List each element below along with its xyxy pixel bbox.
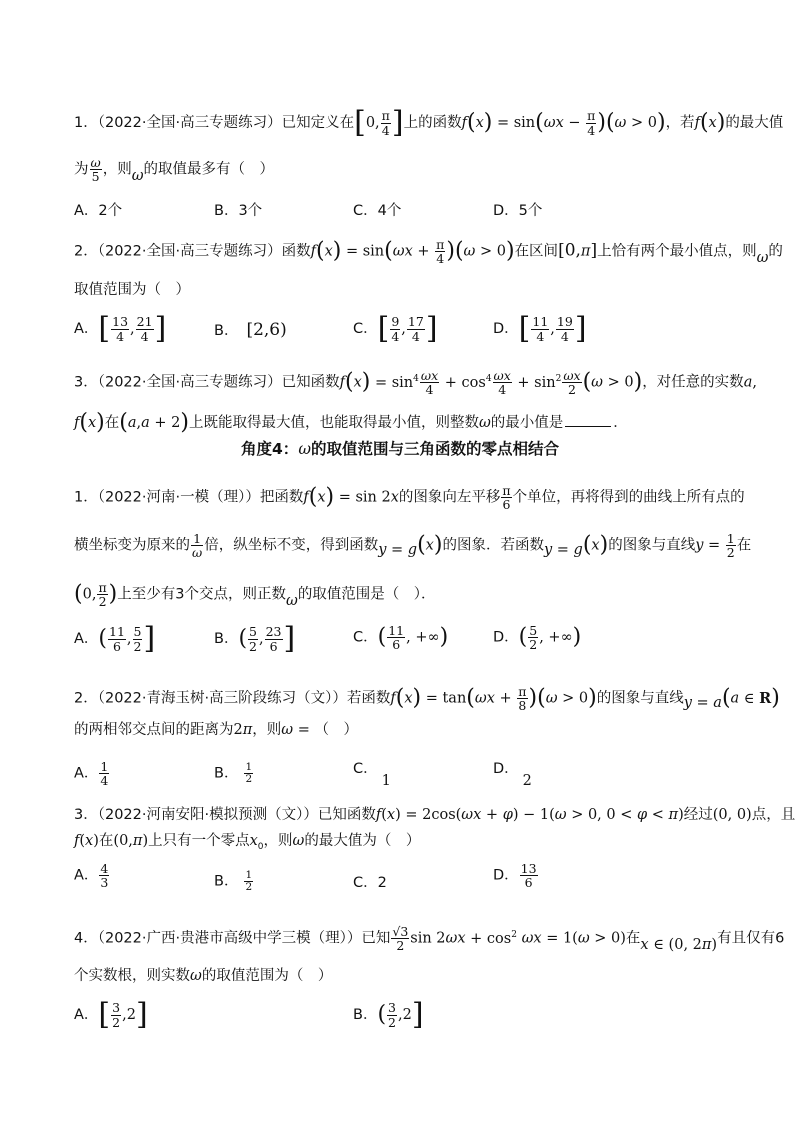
math-fraction: $\frac{\pi}{4}$ xyxy=(587,108,596,138)
question-source: （2022·河南安阳·模拟预测（文）） xyxy=(97,807,318,823)
question-text: 上既能取得最大值，也能取得最小值，则整数 xyxy=(188,415,479,431)
question-text: 的最大值为（ ） xyxy=(304,833,421,849)
question-text: 已知函数 xyxy=(281,374,340,391)
question-text: ． xyxy=(613,415,628,431)
option-c[interactable]: C．2 xyxy=(353,875,387,891)
option-a[interactable]: A．2个 xyxy=(74,203,123,219)
question-number: 2． xyxy=(74,243,98,260)
s2-question-3-line-2: f(x)在(0,π)上只有一个零点$x_0$，则ω的最大值为（ ） xyxy=(74,833,421,852)
option-d[interactable]: D．( $\frac{5}{2}$ , +∞) xyxy=(493,623,582,653)
question-text: 经过 xyxy=(683,807,713,823)
question-3-line-2: f(x)在(a,a + 2)上既能取得最大值，也能取得最小值，则整数ω的最小值是 ． xyxy=(74,410,628,435)
question-text: 在区间 xyxy=(514,243,559,260)
question-text: ，若 xyxy=(665,115,695,131)
math-expr: 0, xyxy=(365,115,380,131)
question-text: 有且仅有6 xyxy=(717,930,785,947)
math-bracket: ] xyxy=(391,105,404,140)
question-source: （2022·全国·高三专题练习） xyxy=(97,243,282,260)
question-text: ，对任意的实数 xyxy=(642,374,744,391)
question-text: 上至少有3个交点，则正数 xyxy=(117,586,286,603)
math-expr: f xyxy=(461,115,467,131)
question-text: 在 xyxy=(625,930,641,947)
question-text: 的最大值 xyxy=(725,115,784,131)
question-text: 已知 xyxy=(361,930,391,947)
option-d[interactable]: D．2 xyxy=(493,761,532,789)
option-c[interactable]: C．1 xyxy=(353,761,391,789)
s2-question-3-line-1: 3．（2022·河南安阳·模拟预测（文））已知函数f(x) = 2cos(ωx + φ) − 1(ω > 0, 0 < φ < π)经过(0, 0)点，且 xyxy=(74,807,796,823)
question-number: 1． xyxy=(74,489,98,506)
math-bracket: [ xyxy=(354,105,366,140)
s2-question-1-line-2: 横坐标变为原来的 $\frac{1}{\omega}$ 倍，纵坐标不变，得到函数y = g(x)的图象．若函数y = g(x)的图象与直线y = $\frac{1}{2}$ 在 xyxy=(74,531,752,561)
option-d[interactable]: D．5个 xyxy=(493,203,543,219)
question-number: 4． xyxy=(74,930,98,947)
question-text: 倍，纵坐标不变，得到函数 xyxy=(204,537,379,554)
question-text: 在 xyxy=(104,415,120,431)
math-fraction: $\frac{\omega}{5}$ xyxy=(90,155,101,185)
s2-question-1-line-1: 1．（2022·河南·一模（理））把函数f(x) = sin 2x的图象向左平移 $\frac{\pi}{6}$ 个单位，再将得到的曲线上所有点的 xyxy=(74,483,745,513)
question-text: 的图象．若函数 xyxy=(442,537,544,554)
option-b[interactable]: B． $\frac{1}{2}$ xyxy=(214,869,253,894)
question-source: （2022·广西·贵港市高级中学三模（理）） xyxy=(97,930,362,947)
question-source: （2022·全国·高三专题练习） xyxy=(97,115,282,131)
question-text: 上恰有两个最小值点，则 xyxy=(597,243,757,260)
question-text: 已知函数 xyxy=(317,807,376,823)
math-fraction: $\frac{\pi}{4}$ xyxy=(436,237,445,267)
section-heading: 角度4：ω的取值范围与三角函数的零点相结合 xyxy=(241,440,559,458)
question-text: 函数 xyxy=(281,243,311,260)
question-text: 的取值范围为（ ） xyxy=(201,968,333,984)
option-b[interactable]: B． [2,6) xyxy=(214,320,287,340)
math-fraction: $\frac{\pi}{4}$ xyxy=(381,108,390,138)
question-text: 在 xyxy=(736,537,752,554)
question-text: 若函数 xyxy=(346,690,391,707)
question-text: 的最小值是 xyxy=(490,415,564,431)
question-text: ，则 xyxy=(263,833,293,849)
question-2-line-1: 2．（2022·全国·高三专题练习）函数f(x) = sin(ωx + $\frac{\pi}{4}$ )(ω > 0)在区间[0,π]上恰有两个最小值点，则ω的 xyxy=(74,237,783,267)
option-d[interactable]: D．[ $\frac{11}{4}$ , $\frac{19}{4}$ ] xyxy=(493,311,587,346)
question-text: 的取值范围是（ ）． xyxy=(297,586,436,603)
option-a[interactable]: A．( $\frac{11}{6}$ , $\frac{5}{2}$ ] xyxy=(74,621,156,656)
question-text: ，则 xyxy=(102,161,132,178)
question-source: （2022·河南·一模（理）） xyxy=(97,489,260,506)
question-source: （2022·全国·高三专题练习） xyxy=(97,374,282,391)
question-text: 在 xyxy=(98,833,114,849)
option-b[interactable]: B．3个 xyxy=(214,203,263,219)
question-text: 为 xyxy=(74,161,89,178)
question-text: 的取值最多有（ ） xyxy=(143,161,275,178)
question-number: 2． xyxy=(74,690,98,707)
s2-question-4-line-1: 4．（2022·广西·贵港市高级中学三模（理））已知 $\frac{√3}{2}$ $\sin 2\omega x + \cos^2 \omega x = 1(\omega > 0)$在x ∈ (0, 2π)有且仅有6 xyxy=(74,924,785,954)
question-text: 个实数根，则实数 xyxy=(74,968,190,984)
option-b[interactable]: B．( $\frac{5}{2}$ , $\frac{23}{6}$ ] xyxy=(214,621,296,656)
question-text: （ ） xyxy=(314,722,358,738)
question-text: 上只有一个零点 xyxy=(148,833,250,849)
option-b[interactable]: B．( $\frac{3}{2}$ ,2] xyxy=(353,997,424,1032)
question-text: 横坐标变为原来的 xyxy=(74,537,190,554)
question-text: 上的函数 xyxy=(403,115,462,131)
question-2-line-2 xyxy=(74,283,740,298)
s2-question-1-line-3: (0, $\frac{\pi}{2}$ )上至少有3个交点，则正数ω的取值范围是（ ）． xyxy=(74,580,436,610)
question-text: 的 xyxy=(768,243,783,260)
option-c[interactable]: C．4个 xyxy=(353,203,402,219)
question-text: 的图象与直线 xyxy=(608,537,696,554)
s2-question-2-line-1: 2．（2022·青海玉树·高三阶段练习（文））若函数f(x) = tan(ωx + $\frac{\pi}{8}$ )(ω > 0)的图象与直线y = a(a ∈ R) xyxy=(74,684,780,714)
option-b[interactable]: B． $\frac{1}{2}$ xyxy=(214,761,253,786)
question-1-line-1: 1．（2022·全国·高三专题练习）已知定义在[0, $\frac{\pi}{4}$ ]上的函数f(x) = sin(ωx − $\frac{\pi}{4}$ )(ω > 0)，若f(x)的最大值 xyxy=(74,105,784,140)
question-text: 的两相邻交点间的距离为 xyxy=(74,722,234,738)
option-a[interactable]: A． $\frac{1}{4}$ xyxy=(74,759,109,789)
question-text: 个单位，再将得到的曲线上所有点的 xyxy=(512,489,745,506)
question-number: 3． xyxy=(74,807,98,823)
s2-question-2-line-2: 的两相邻交点间的距离为2π，则ω = （ ） xyxy=(74,722,358,738)
option-a[interactable]: A．[ $\frac{13}{4}$ , $\frac{21}{4}$ ] xyxy=(74,311,167,346)
option-a[interactable]: A．[ $\frac{3}{2}$ ,2] xyxy=(74,997,148,1032)
question-text: 的图象与直线 xyxy=(596,690,684,707)
question-text: 的图象向左平移 xyxy=(398,489,501,506)
s2-question-4-line-2: 个实数根，则实数ω的取值范围为（ ） xyxy=(74,968,333,984)
question-text: 取值范围为（ ） xyxy=(74,282,190,298)
option-c[interactable]: C．( $\frac{11}{6}$ , +∞) xyxy=(353,623,449,653)
question-3-line-1: 3．（2022·全国·高三专题练习）已知函数$f(x) = \sin^4$ $\frac{\omega x}{4}$ + $\cos^4$ $\frac{\omega x}{4}$ + $\sin^2$ $\frac{\omega x}{2}$ (ω > 0)，对任意的实数a, xyxy=(74,368,757,398)
question-source: （2022·青海玉树·高三阶段练习（文）） xyxy=(97,690,347,707)
option-d[interactable]: D． $\frac{13}{6}$ xyxy=(493,861,537,891)
question-number: 1． xyxy=(74,115,98,131)
question-text: 把函数 xyxy=(259,489,304,506)
question-text: 已知定义在 xyxy=(281,115,355,131)
question-1-line-2: 为 $\frac{\omega}{5}$ ，则ω的取值最多有（ ） xyxy=(74,155,275,185)
answer-blank[interactable] xyxy=(565,426,611,427)
question-text: 点，且 xyxy=(751,807,796,823)
option-a[interactable]: A． $\frac{4}{3}$ xyxy=(74,861,109,891)
question-text: ，则 xyxy=(252,722,282,738)
option-c[interactable]: C．[ $\frac{9}{4}$ , $\frac{17}{4}$ ] xyxy=(353,311,438,346)
question-number: 3． xyxy=(74,374,98,391)
